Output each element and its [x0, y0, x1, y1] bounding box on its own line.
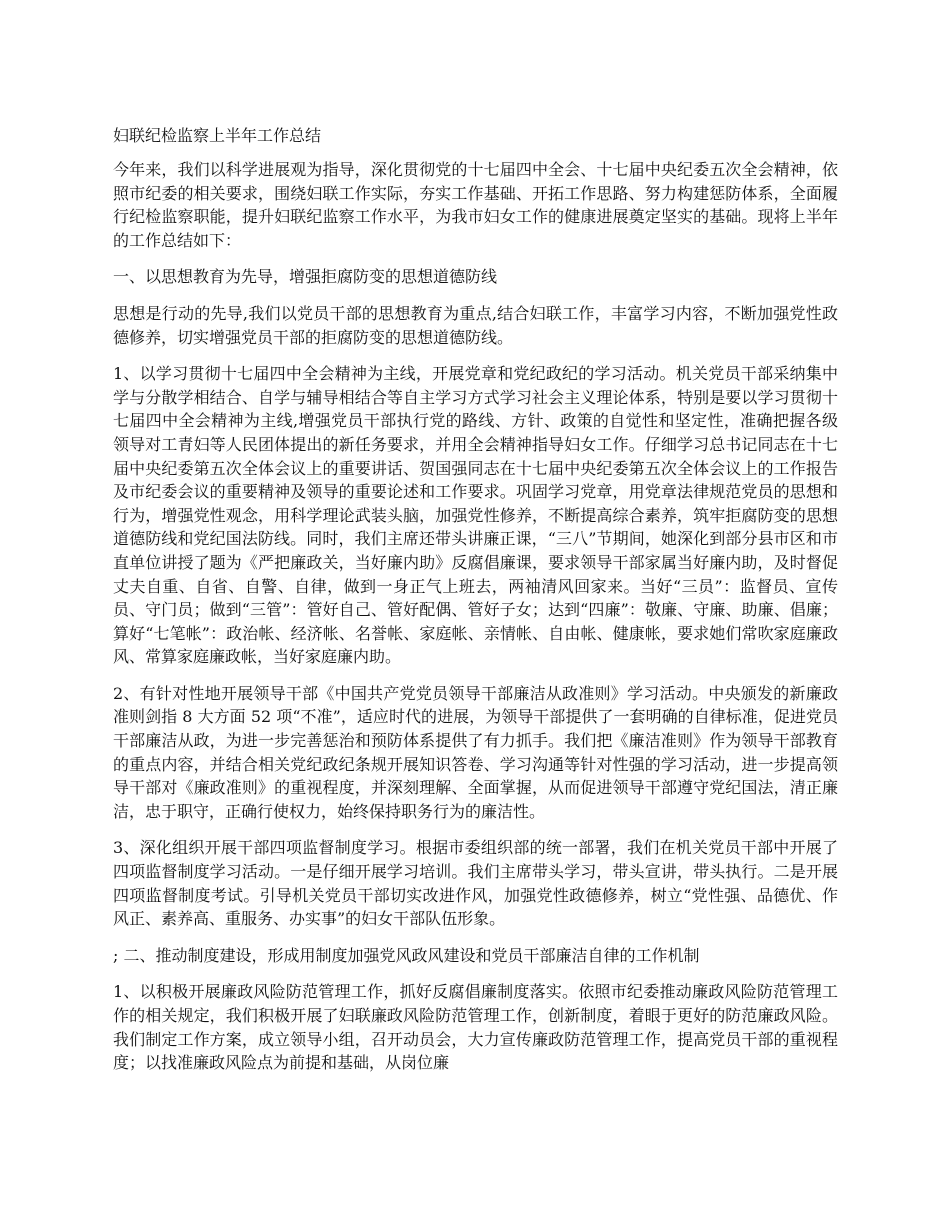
section-heading-2: ; 二、推动制度建设，形成用制度加强党风政风建设和党员干部廉洁自律的工作机制 — [113, 945, 700, 965]
section-2-item-1-paragraph: 1、以积极开展廉政风险防范管理工作，抓好反腐倡廉制度落实。依照市纪委推动廉政风险防范管理工作的相关规定，我们积极开展了妇联廉政风险防范管理工作，创新制度，着眼于更好的防范廉政风险。我们制定工作方案，成立领导小组，召开动员会，大力宣传廉政防范管理工作，提高党员干部的重视程度；以找准廉政风险点为前提和基础，从岗位廉 — [113, 982, 838, 1073]
intro-paragraph: 今年来，我们以科学进展观为指导，深化贯彻党的十七届四中全会、十七届中央纪委五次全会精神，依照市纪委的相关要求，围绕妇联工作实际，夯实工作基础、开拓工作思路、努力构建惩防体系，全面履行纪检监察职能，提升妇联纪监察工作水平，为我市妇女工作的健康进展奠定坚实的基础。现将上半年的工作总结如下： — [113, 160, 838, 250]
section-heading-1: 一、以思想教育为先导，增强拒腐防变的思想道德防线 — [113, 267, 498, 287]
section-1-item-1-paragraph: 1、以学习贯彻十七届四中全会精神为主线，开展党章和党纪政纪的学习活动。机关党员干部采纳集中学与分散学相结合、自学与辅导相结合等自主学习方式学习社会主义理论体系，特别是要以学习贯彻十七届四中全会精神为主线,增强党员干部执行党的路线、方针、政策的自觉性和坚定性，准确把握各级领导对工青妇等人民团体提出的新任务要求，并用全会精神指导妇女工作。仔细学习总书记同志在十七届中央纪委第五次全体会议上的重要讲话、贺国强同志在十七届中央纪委第五次全体会议上的工作报告及市纪委会议的重要精神及领导的重要论述和工作要求。巩固学习党章，用党章法律规范党员的思想和行为，增强党性观念，用科学理论武装头脑，加强党性修养，不断提高综合素养，筑牢拒腐防变的思想道德防线和党纪国法防线。同时，我们主席还带头讲廉正课，“三八”节期间，她深化到部分县市区和市直单位讲授了题为《严把廉政关，当好廉内助》反腐倡廉课，要求领导干部家属当好廉内助，及时督促丈夫自重、自省、自警、自律，做到一身正气上班去，两袖清风回家来。当好“三员”：监督员、宣传员、守门员；做到“三管”：管好自己、管好配偶、管好子女；达到“四廉”：敬廉、守廉、助廉、倡廉；算好“七笔帐”：政治帐、经济帐、名誉帐、家庭帐、亲情帐、自由帐、健康帐，要求她们常吹家庭廉政风、常算家庭廉政帐，当好家庭廉内助。 — [113, 364, 838, 667]
document-title: 妇联纪检监察上半年工作总结 — [113, 126, 322, 145]
section-1-item-2-paragraph: 2、有针对性地开展领导干部《中国共产党党员领导干部廉洁从政准则》学习活动。中央颁发的新廉政准则剑指 8 大方面 52 项“不准”，适应时代的进展，为领导干部提供了一套明确的自律标准，促进党员干部廉洁从政，为进一步完善惩治和预防体系提供了有力抓手。我们把《廉洁准则》作为领导干部教育的重点内容，并结合相关党纪政纪条规开展知识答卷、学习沟通等针对性强的学习活动，进一步提高领导干部对《廉政准则》的重视程度，并深刻理解、全面掌握，从而促进领导干部遵守党纪国法，清正廉洁，忠于职守，正确行使权力，始终保持职务行为的廉洁性。 — [113, 683, 838, 821]
document-page — [113, 124, 838, 1088]
section-1-intro-paragraph: 思想是行动的先导,我们以党员干部的思想教育为重点,结合妇联工作，丰富学习内容，不断加强党性政德修养，切实增强党员干部的拒腐防变的思想道德防线。 — [113, 303, 838, 347]
section-1-item-3-paragraph: 3、深化组织开展干部四项监督制度学习。根据市委组织部的统一部署，我们在机关党员干部中开展了四项监督制度学习活动。一是仔细开展学习培训。我们主席带头学习，带头宣讲，带头执行。二是开展四项监督制度考试。引导机关党员干部切实改进作风，加强党性政德修养，树立“党性强、品德优、作风正、素养高、重服务、办实事”的妇女干部队伍形象。 — [113, 838, 838, 929]
